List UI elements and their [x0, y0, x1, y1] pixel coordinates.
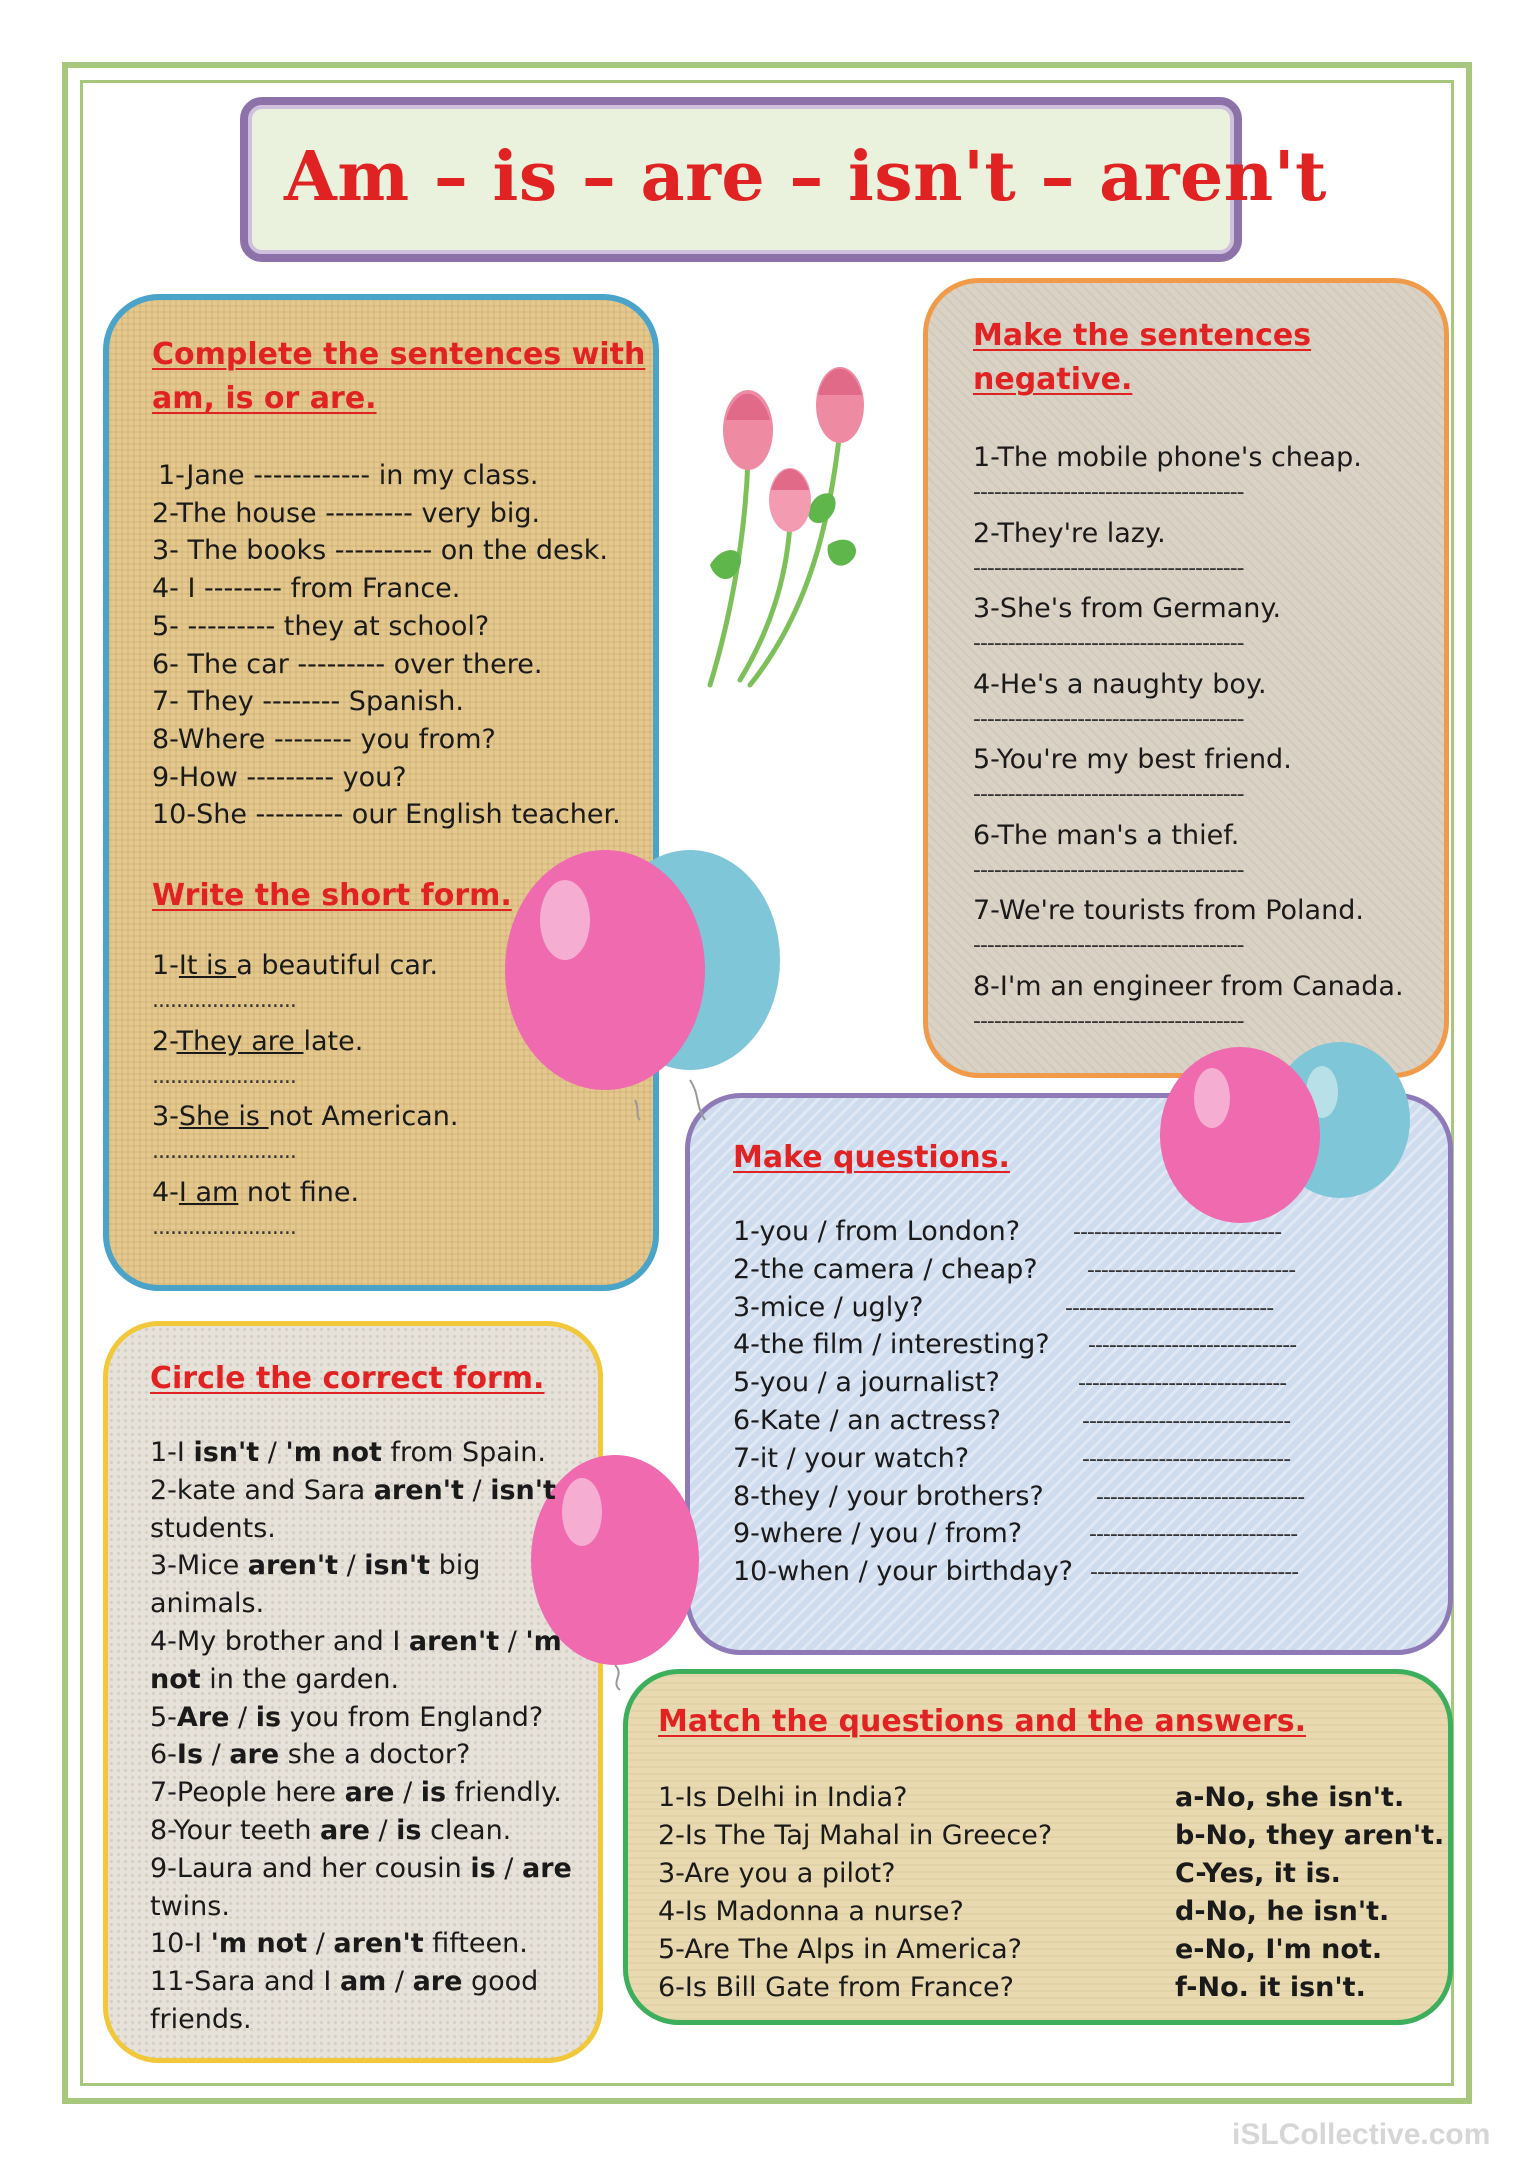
negative-sentence: 8-I'm an engineer from Canada.	[973, 970, 1404, 1002]
negative-heading-1: Make the sentences	[973, 318, 1312, 353]
short-form-sentence	[152, 1177, 359, 1208]
answer-line: ---------------------------------------	[973, 857, 1244, 883]
choice-option[interactable]: 'm	[525, 1626, 562, 1657]
sentence-part: from Spain.	[381, 1437, 546, 1468]
choice-option[interactable]: are	[344, 1777, 395, 1809]
sentence-part: 4-My brother and I	[150, 1626, 409, 1657]
sentence-part: /	[495, 1852, 522, 1884]
answer-line: ---------------------------------------	[973, 782, 1244, 807]
question-prompt: 3-mice / ugly?	[733, 1291, 924, 1323]
negative-sentence: 3-She's from Germany.	[973, 593, 1282, 624]
answer-line: ---------------------------------------	[973, 631, 1244, 656]
question-prompt: 5-you / a journalist?	[733, 1367, 1000, 1399]
answer-line: ------------------------------	[1078, 1371, 1287, 1397]
sentence-part: in the garden.	[200, 1663, 400, 1695]
choice-option[interactable]: is	[255, 1701, 282, 1733]
item-number: 3-	[152, 1101, 179, 1132]
answer-line: ------------------------------	[1089, 1522, 1298, 1548]
answer-line: ---------------------------------------	[973, 933, 1244, 958]
exercise-line: 8-Where -------- you from?	[152, 723, 496, 755]
circle-option-line	[150, 1891, 230, 1922]
match-answer: e-No, I'm not.	[1175, 1934, 1383, 1965]
match-answer: a-No, she isn't.	[1175, 1782, 1405, 1813]
sentence-part: /	[499, 1626, 526, 1657]
match-question: 2-Is The Taj Mahal in Greece?	[658, 1820, 1053, 1851]
circle-option-line	[150, 1513, 276, 1544]
sentence-part: /	[203, 1739, 230, 1771]
sentence-part: /	[229, 1701, 256, 1733]
circle-option-line	[150, 1437, 546, 1468]
short-form-heading: Write the short form.	[152, 878, 512, 913]
answer-line: ------------------------------	[1090, 1560, 1299, 1586]
sentence-part: students.	[150, 1512, 276, 1544]
sentence-part: clean.	[421, 1815, 512, 1846]
answer-line: ........................	[152, 1139, 296, 1164]
choice-option[interactable]: is	[470, 1852, 496, 1884]
choice-option[interactable]: are	[229, 1739, 280, 1771]
answer-line: ........................	[152, 1063, 296, 1089]
match-answer: C-Yes, it is.	[1175, 1858, 1341, 1889]
sentence-part: 8-Your teeth	[150, 1815, 321, 1846]
choice-option[interactable]: isn't	[490, 1474, 556, 1506]
sentence-part: friends.	[150, 2004, 252, 2035]
exercise-line: 4- I -------- from France.	[152, 573, 461, 605]
answer-line: ------------------------------	[1088, 1333, 1297, 1359]
sentence-rest: not fine.	[238, 1176, 360, 1208]
circle-option-line	[150, 1815, 511, 1846]
choice-option[interactable]: 'm not	[210, 1928, 308, 1960]
answer-line: ------------------------------	[1082, 1446, 1291, 1472]
sentence-part: 6-	[150, 1739, 177, 1771]
answer-line: ------------------------------	[1073, 1220, 1282, 1245]
balloons-illustration-2	[1160, 1040, 1420, 1230]
question-prompt: 7-it / your watch?	[733, 1442, 970, 1474]
match-question: 5-Are The Alps in America?	[658, 1934, 1022, 1965]
match-answer: d-No, he isn't.	[1175, 1896, 1390, 1927]
match-answer: f-No. it isn't.	[1175, 1972, 1366, 2003]
exercise-line: 10-She --------- our English teacher.	[152, 799, 621, 831]
exercise-line: 2-The house --------- very big.	[152, 497, 541, 529]
sentence-part: 5-	[150, 1701, 177, 1733]
exercise-line: 5- --------- they at school?	[152, 610, 490, 642]
sentence-part: 3-Mice	[150, 1550, 248, 1582]
choice-option[interactable]: are	[521, 1852, 572, 1884]
choice-option[interactable]: is	[396, 1815, 422, 1846]
circle-option-line	[150, 1664, 399, 1695]
item-number: 4-	[152, 1176, 179, 1208]
circle-option-line	[150, 1550, 480, 1581]
answer-line: ---------------------------------------	[973, 555, 1244, 581]
answer-line: ........................	[152, 988, 296, 1013]
complete-sentences-heading-1: Complete the sentences with	[152, 337, 646, 372]
watermark: iSLCollective.com	[1232, 2118, 1491, 2151]
sentence-part: 1-I	[150, 1437, 194, 1468]
make-questions-heading: Make questions.	[733, 1140, 1010, 1175]
negative-sentence: 1-The mobile phone's cheap.	[973, 442, 1362, 473]
match-question: 1-Is Delhi in India?	[658, 1782, 908, 1813]
choice-option[interactable]: Are	[176, 1701, 230, 1733]
item-number: 1-	[152, 950, 179, 981]
sentence-part: twins.	[150, 1890, 230, 1922]
match-heading: Match the questions and the answers.	[658, 1704, 1307, 1739]
circle-option-line	[150, 1777, 562, 1808]
choice-option[interactable]: are	[320, 1815, 370, 1846]
answer-line: ---------------------------------------	[973, 706, 1244, 732]
sentence-rest: late.	[303, 1025, 364, 1057]
circle-option-line	[150, 1739, 470, 1770]
negative-sentence: 4-He's a naughty boy.	[973, 668, 1267, 700]
choice-option[interactable]: aren't	[333, 1928, 424, 1960]
answer-line: ........................	[152, 1214, 296, 1240]
sentence-part: 7-People here	[150, 1777, 345, 1809]
sentence-part: 2-kate and Sara	[150, 1474, 374, 1506]
circle-option-line	[150, 1966, 538, 1997]
answer-line: ---------------------------------------	[973, 1008, 1244, 1034]
sentence-part: big	[430, 1550, 481, 1582]
choice-option[interactable]: aren't	[373, 1474, 464, 1506]
sentence-part: good	[462, 1966, 539, 1998]
sentence-part: animals.	[150, 1588, 265, 1620]
choice-option[interactable]: am	[339, 1966, 387, 1998]
question-prompt: 1-you / from London?	[733, 1216, 1021, 1247]
question-prompt: 10-when / your birthday?	[733, 1556, 1074, 1588]
choice-option[interactable]: aren't	[408, 1626, 500, 1657]
negative-sentence: 7-We're tourists from Poland.	[973, 895, 1364, 926]
circle-option-line	[150, 1588, 264, 1619]
question-prompt: 4-the film / interesting?	[733, 1329, 1050, 1361]
circle-option-line	[150, 1702, 543, 1733]
match-question: 4-Is Madonna a nurse?	[658, 1896, 964, 1927]
sentence-part: friendly.	[446, 1777, 562, 1809]
choice-option[interactable]: isn't	[364, 1550, 431, 1582]
sentence-part: /	[394, 1777, 421, 1809]
balloons-illustration-1	[490, 840, 830, 1120]
match-question: 3-Are you a pilot?	[658, 1858, 896, 1889]
sentence-part: you from England?	[281, 1701, 544, 1733]
short-form-sentence	[152, 1026, 363, 1057]
title-banner	[240, 97, 1327, 262]
sentence-part: 10-I	[150, 1928, 211, 1960]
circle-option-line	[150, 1626, 562, 1657]
question-prompt: 2-the camera / cheap?	[733, 1253, 1038, 1285]
choice-option[interactable]: aren't	[247, 1550, 339, 1582]
exercise-line: 3- The books ---------- on the desk.	[152, 535, 608, 567]
underlined-phrase: They are	[176, 1025, 304, 1057]
answer-line: ------------------------------	[1082, 1409, 1291, 1434]
tulips-illustration	[690, 360, 890, 690]
sentence-rest: not American.	[268, 1101, 459, 1132]
choice-option[interactable]: are	[412, 1966, 463, 1998]
answer-line: ------------------------------	[1096, 1484, 1305, 1510]
choice-option[interactable]: isn't	[193, 1437, 260, 1468]
page-title: Am – is – are – isn't – aren't	[284, 137, 1327, 217]
exercise-line: 7- They -------- Spanish.	[152, 686, 465, 718]
match-question: 6-Is Bill Gate from France?	[658, 1972, 1014, 2003]
exercise-line: 6- The car --------- over there.	[152, 648, 543, 680]
choice-option[interactable]: not	[150, 1663, 201, 1695]
sentence-part: she a doctor?	[279, 1739, 471, 1771]
sentence-rest: a beautiful car.	[236, 950, 439, 981]
answer-line: ---------------------------------------	[973, 480, 1244, 505]
sentence-part: /	[386, 1966, 413, 1998]
sentence-part: 11-Sara and I	[150, 1966, 340, 1998]
circle-correct-heading: Circle the correct form.	[150, 1361, 545, 1396]
answer-line: ------------------------------	[1087, 1257, 1296, 1283]
sentence-part: /	[463, 1474, 491, 1506]
circle-option-line	[150, 1853, 572, 1884]
sentence-part: fifteen.	[423, 1928, 528, 1960]
circle-option-line	[150, 1475, 556, 1506]
item-number: 2-	[152, 1025, 177, 1057]
negative-sentence: 2-They're lazy.	[973, 517, 1166, 549]
sentence-part: /	[369, 1815, 397, 1846]
circle-option-line	[150, 2004, 252, 2035]
answer-line: ------------------------------	[1065, 1295, 1274, 1321]
sentence-part: /	[307, 1928, 334, 1960]
choice-option[interactable]: is	[420, 1777, 447, 1809]
underlined-phrase: She is	[178, 1101, 269, 1132]
sentence-part: /	[259, 1437, 286, 1468]
underlined-phrase: It is	[178, 950, 237, 981]
match-answer: b-No, they aren't.	[1175, 1820, 1445, 1851]
underlined-phrase: I am	[178, 1176, 239, 1208]
negative-sentence: 6-The man's a thief.	[973, 819, 1240, 851]
choice-option[interactable]: 'm not	[285, 1437, 382, 1468]
complete-sentences-heading-2: am, is or are.	[152, 381, 377, 416]
choice-option[interactable]: Is	[176, 1739, 204, 1771]
circle-option-line	[150, 1928, 528, 1959]
question-prompt: 6-Kate / an actress?	[733, 1405, 1001, 1436]
sentence-part: 9-Laura and her cousin	[150, 1852, 471, 1884]
exercise-line: 1-Jane ------------ in my class.	[158, 460, 539, 491]
short-form-sentence	[152, 1101, 458, 1132]
negative-sentence: 5-You're my best friend.	[973, 744, 1292, 775]
sentence-part: /	[338, 1550, 365, 1582]
question-prompt: 9-where / you / from?	[733, 1518, 1023, 1550]
exercise-line: 9-How --------- you?	[152, 761, 407, 793]
negative-heading-2: negative.	[973, 362, 1133, 397]
short-form-sentence	[152, 950, 438, 981]
question-prompt: 8-they / your brothers?	[733, 1480, 1044, 1512]
